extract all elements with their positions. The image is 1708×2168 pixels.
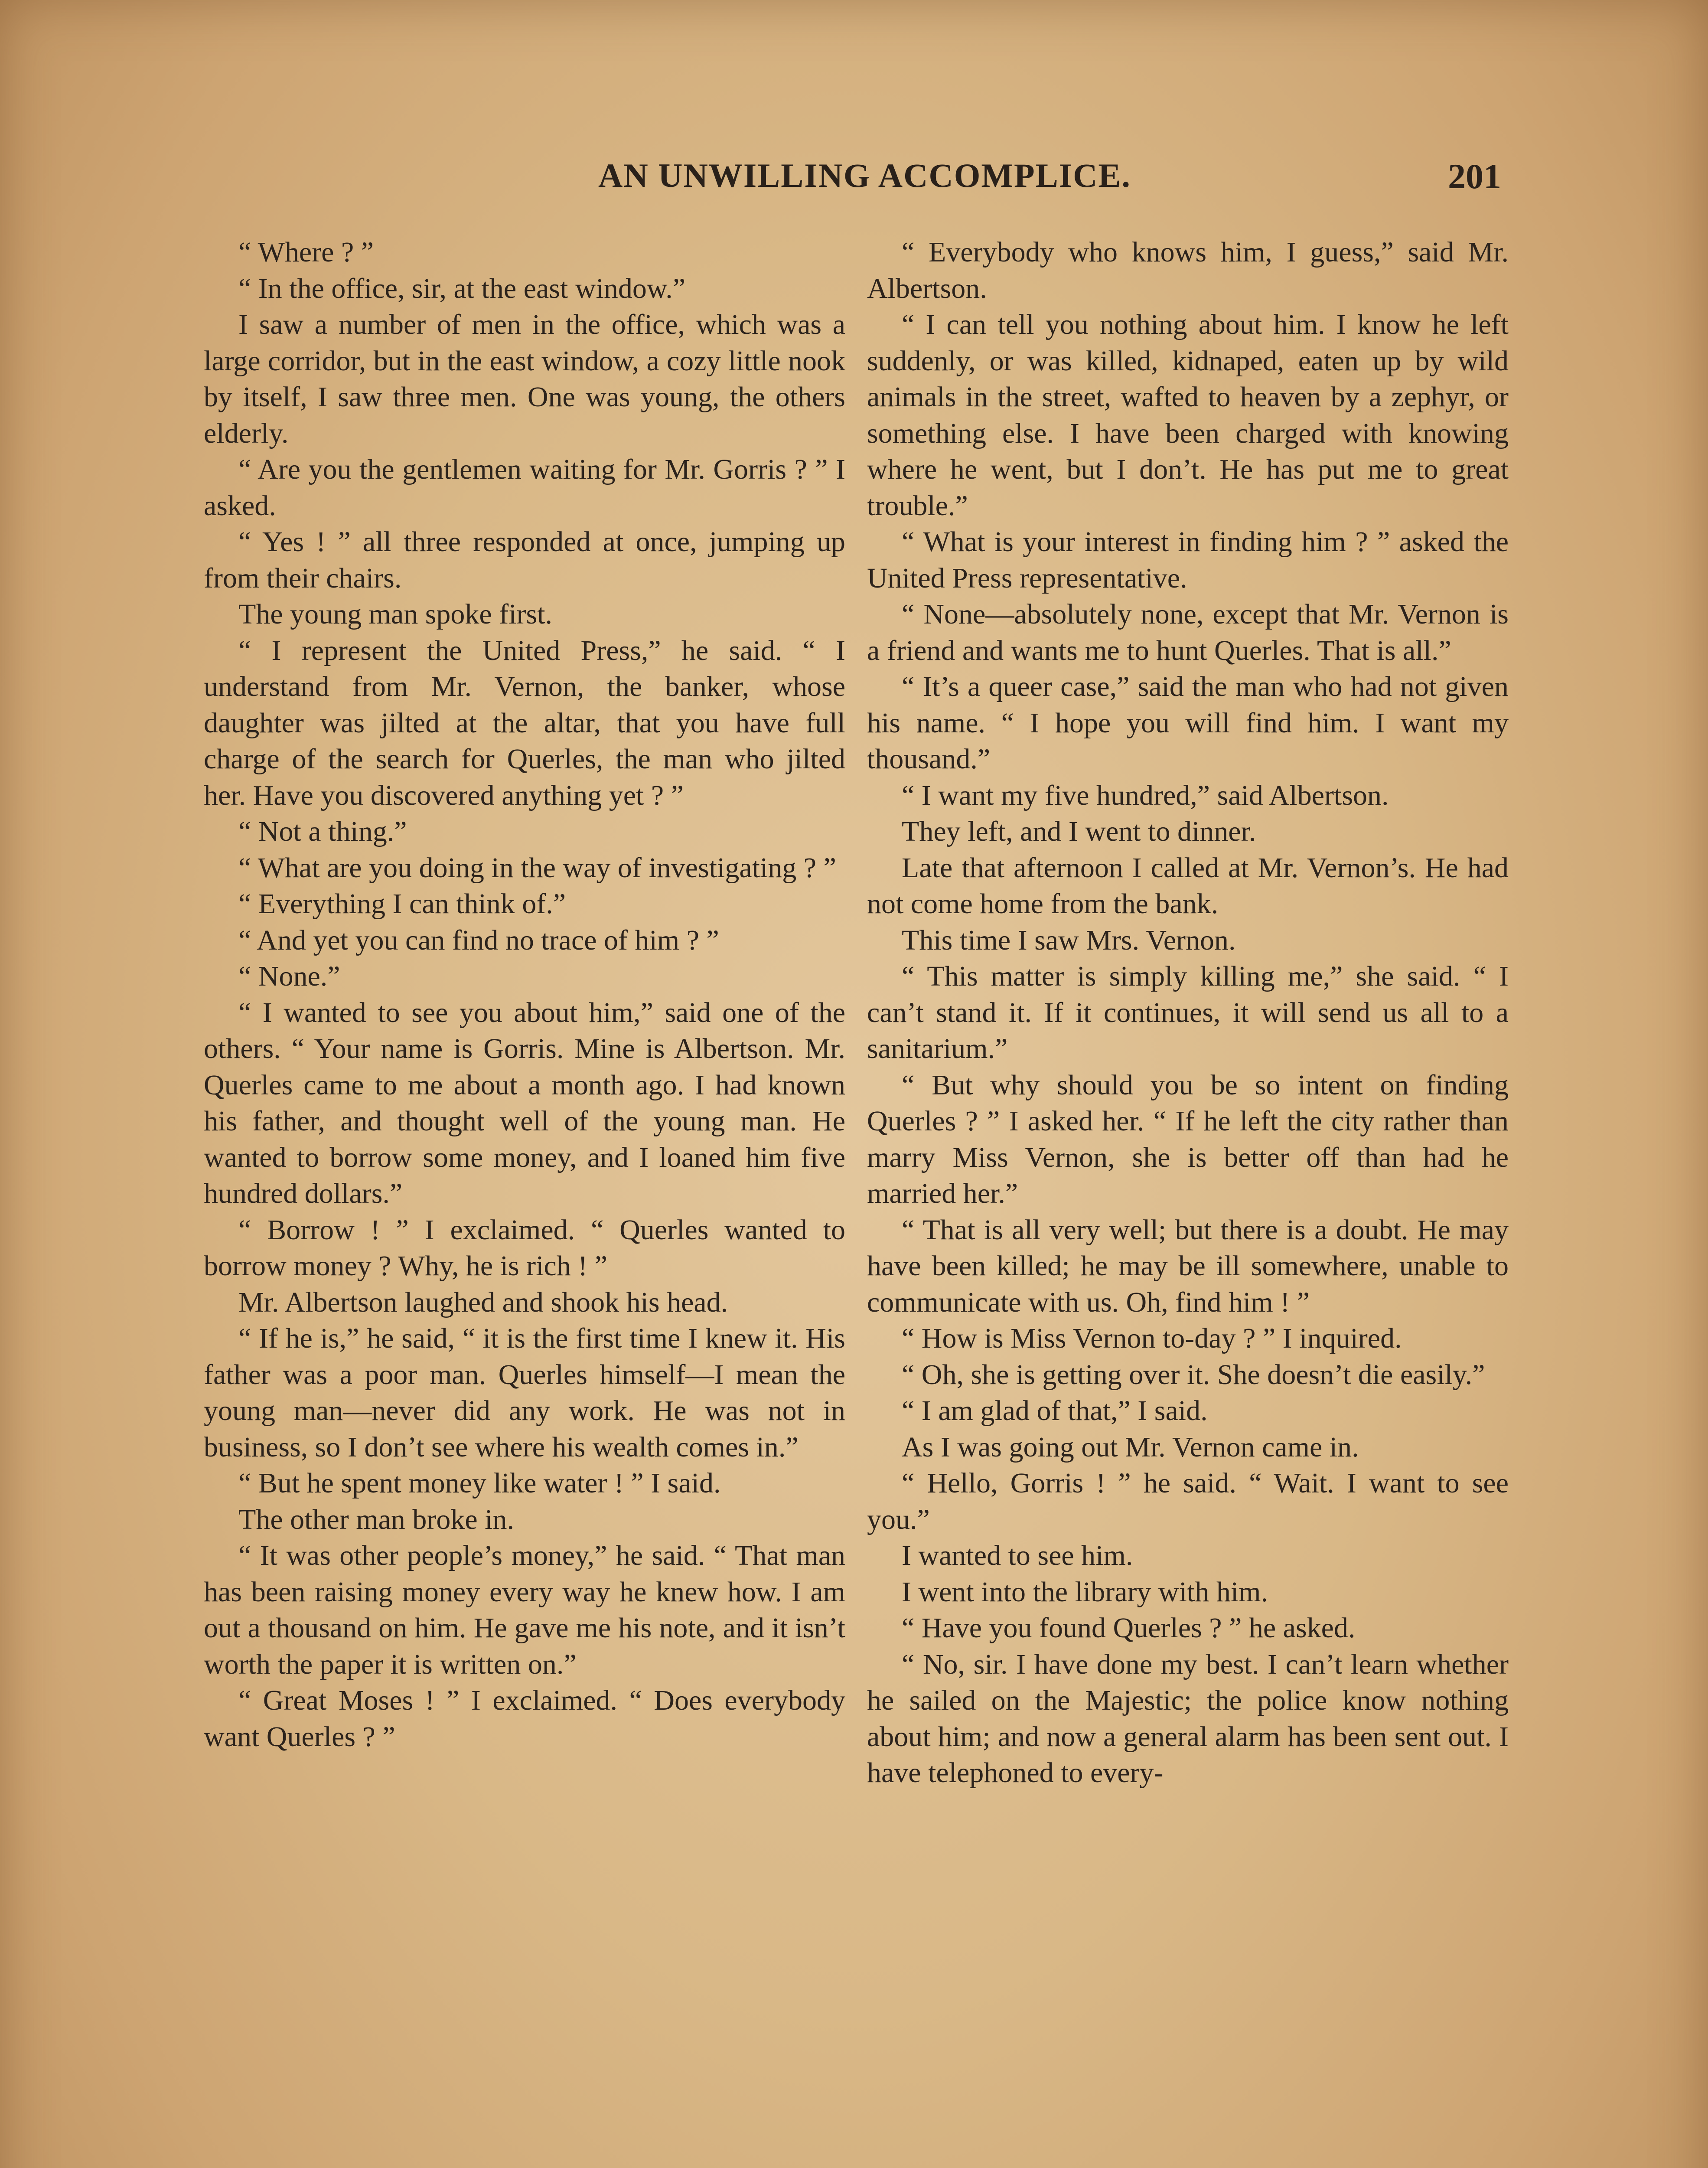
left-column-paragraph: I saw a number of men in the office, which was a large corridor, but in the east window, a cozy little nook by itself, I saw three men. One was young, the others elderly. (204, 309, 845, 449)
right-column-paragraph: “ How is Miss Vernon to-day ? ” I inquired. (902, 1322, 1402, 1354)
right-column-paragraph: “ This matter is simply killing me,” she said. “ I can’t stand it. If it continues, it will send us all to a sanitarium.” (867, 960, 1509, 1064)
right-column-paragraph: “ None—absolutely none, except that Mr. Vernon is a friend and wants me to hunt Querles. That is all.” (867, 598, 1509, 666)
right-column-paragraph: “ That is all very well; but there is a doubt. He may have been killed; he may be ill somewhere, unable to communicate with us. Oh, find him ! ” (867, 1214, 1509, 1318)
right-column-paragraph: Late that afternoon I called at Mr. Vernon’s. He had not come home from the bank. (867, 852, 1509, 920)
right-column-paragraph: I wanted to see him. (902, 1540, 1133, 1571)
left-column-paragraph: “ In the office, sir, at the east window.” (238, 272, 685, 304)
left-column-paragraph: “ I represent the United Press,” he said. “ I understand from Mr. Vernon, the banker, whose daughter was jilted at the altar, that you have full charge of the search for Querles, the man who jilted her. Have you discovered anything yet ? ” (204, 634, 845, 811)
left-column-paragraph: The other man broke in. (238, 1503, 514, 1535)
left-column-paragraph: “ What are you doing in the way of investigating ? ” (238, 852, 836, 884)
left-column-paragraph: “ Not a thing.” (238, 816, 407, 847)
left-text-column (204, 234, 845, 1755)
left-column-paragraph: The young man spoke first. (238, 598, 553, 630)
chapter-title: AN UNWILLING ACCOMPLICE. (598, 157, 1131, 194)
right-column-paragraph: This time I saw Mrs. Vernon. (902, 924, 1236, 956)
right-column-paragraph: “ I am glad of that,” I said. (902, 1395, 1208, 1427)
right-column-paragraph: “ But why should you be so intent on finding Querles ? ” I asked her. “ If he left the city rather than marry Miss Vernon, she is better off than had he married her.” (867, 1069, 1509, 1209)
left-column-paragraph: “ Great Moses ! ” I exclaimed. “ Does everybody want Querles ? ” (204, 1685, 845, 1753)
left-column-paragraph: “ Everything I can think of.” (238, 888, 566, 920)
right-column-paragraph: “ Everybody who knows him, I guess,” said Mr. Albertson. (867, 236, 1509, 304)
left-column-paragraph: “ None.” (238, 960, 340, 992)
right-column-paragraph: I went into the library with him. (902, 1576, 1268, 1608)
left-column-paragraph: “ Are you the gentlemen waiting for Mr. Gorris ? ” I asked. (204, 454, 845, 522)
right-column-paragraph: “ Have you found Querles ? ” he asked. (902, 1612, 1356, 1644)
right-column-paragraph: “ I want my five hundred,” said Albertson. (902, 779, 1389, 811)
left-column-paragraph: “ I wanted to see you about him,” said one of the others. “ Your name is Gorris. Mine is Albertson. Mr. Querles came to me about a month ago. I had known his father, and thought well of the young man. He wanted to borrow some money, and I loaned him five hundred dollars.” (204, 996, 845, 1209)
right-column-paragraph: They left, and I went to dinner. (902, 816, 1256, 847)
left-column-paragraph: Mr. Albertson laughed and shook his head. (238, 1286, 728, 1318)
left-column-paragraph: “ If he is,” he said, “ it is the first time I knew it. His father was a poor man. Querles himself—I mean the young man—never did any work. He was not in business, so I don’t see where his wealth comes in.” (204, 1322, 845, 1463)
left-column-paragraph: “ But he spent money like water ! ” I said. (238, 1467, 721, 1499)
right-column-paragraph: “ It’s a queer case,” said the man who had not given his name. “ I hope you will find him. I want my thousand.” (867, 671, 1509, 775)
left-column-paragraph: “ And yet you can find no trace of him ? ” (238, 924, 719, 956)
right-column-paragraph: As I was going out Mr. Vernon came in. (902, 1431, 1359, 1463)
right-column-paragraph: “ I can tell you nothing about him. I know he left suddenly, or was killed, kidnaped, eaten up by wild animals in the street, wafted to heaven by a zephyr, or something else. I have been charged with knowing where he went, but I don’t. He has put me to great trouble.” (867, 309, 1509, 522)
left-column-paragraph: “ Borrow ! ” I exclaimed. “ Querles wanted to borrow money ? Why, he is rich ! ” (204, 1214, 845, 1282)
running-header (598, 156, 1513, 208)
right-column-paragraph: “ Hello, Gorris ! ” he said. “ Wait. I want to see you.” (867, 1467, 1509, 1535)
right-column-paragraph: “ What is your interest in finding him ? ” asked the United Press representative. (867, 526, 1509, 594)
right-column-paragraph: “ No, sir. I have done my best. I can’t learn whether he sailed on the Majestic; the police know nothing about him; and now a general alarm has been sent out. I have telephoned to every- (867, 1648, 1509, 1789)
left-column-paragraph: “ It was other people’s money,” he said. “ That man has been raising money every way he knew how. I am out a thousand on him. He gave me his note, and it isn’t worth the paper it is written on.” (204, 1540, 845, 1680)
left-column-paragraph: “ Yes ! ” all three responded at once, jumping up from their chairs. (204, 526, 845, 594)
page-number: 201 (1448, 157, 1501, 196)
left-column-paragraph: “ Where ? ” (238, 236, 374, 268)
right-column-paragraph: “ Oh, she is getting over it. She doesn’t die easily.” (902, 1358, 1485, 1391)
right-text-column (867, 234, 1509, 1791)
